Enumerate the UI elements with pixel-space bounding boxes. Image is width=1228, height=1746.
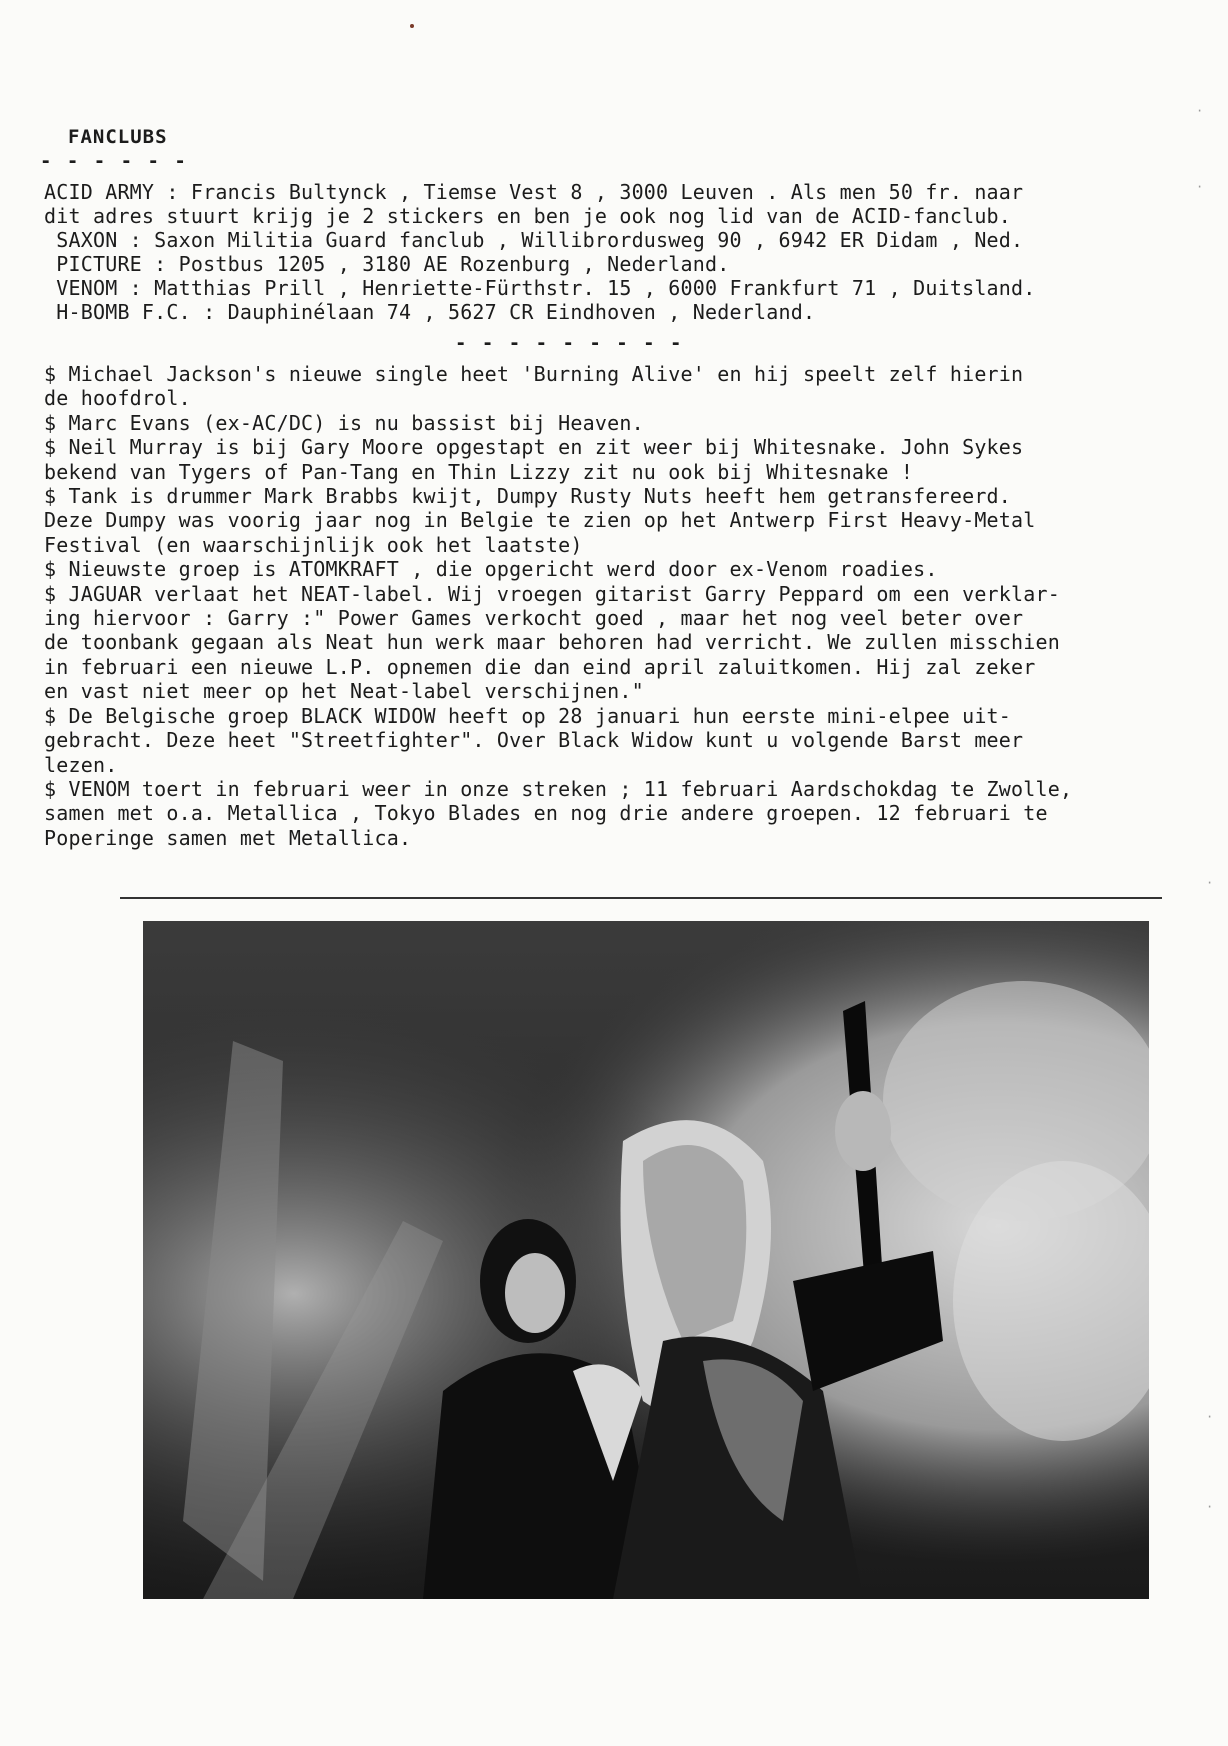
news-line: samen met o.a. Metallica , Tokyo Blades en nog drie andere groepen. 12 februari te — [44, 801, 1048, 826]
fanclub-line: VENOM : Matthias Prill , Henriette-Fürthstr. 15 , 6000 Frankfurt 71 , Duitsland. — [44, 276, 1036, 300]
speck: · — [1196, 180, 1204, 194]
horizontal-rule — [120, 897, 1162, 899]
fanclub-line: PICTURE : Postbus 1205 , 3180 AE Rozenburg , Nederland. — [44, 252, 730, 276]
news-line: lezen. — [44, 752, 118, 777]
news-line: $ Neil Murray is bij Gary Moore opgestapt en zit weer bij Whitesnake. John Sykes — [44, 435, 1024, 460]
news-line: en vast niet meer op het Neat-label verschijnen." — [44, 679, 644, 704]
speck: · — [1196, 104, 1204, 118]
news-line: Festival (en waarschijnlijk ook het laatste) — [44, 532, 583, 557]
news-line: Poperinge samen met Metallica. — [44, 825, 412, 850]
news-line: $ Marc Evans (ex-AC/DC) is nu bassist bij Heaven. — [44, 410, 644, 435]
news-line: $ De Belgische groep BLACK WIDOW heeft op 28 januari hun eerste mini-elpee uit- — [44, 703, 1012, 728]
news-line: bekend van Tygers of Pan-Tang en Thin Lizzy zit nu ook bij Whitesnake ! — [44, 459, 914, 484]
band-photo — [143, 921, 1149, 1599]
news-line: $ Tank is drummer Mark Brabbs kwijt, Dumpy Rusty Nuts heeft hem getransfereerd. — [44, 484, 1012, 509]
speck: · — [1206, 876, 1214, 890]
section-heading: FANCLUBS — [68, 126, 168, 148]
news-line: $ VENOM toert in februari weer in onze streken ; 11 februari Aardschokdag te Zwolle, — [44, 776, 1073, 801]
news-line: gebracht. Deze heet "Streetfighter". Over Black Widow kunt u volgende Barst meer — [44, 728, 1024, 753]
fanclub-list — [44, 180, 1194, 324]
fanclub-line: ACID ARMY : Francis Bultynck , Tiemse Vest 8 , 3000 Leuven . Als men 50 fr. naar — [44, 180, 1024, 204]
news-line: $ Michael Jackson's nieuwe single heet 'Burning Alive' en hij speelt zelf hierin — [44, 362, 1024, 386]
news-line: Deze Dumpy was voorig jaar nog in Belgie te zien op het Antwerp First Heavy-Metal — [44, 508, 1036, 533]
news-line: $ JAGUAR verlaat het NEAT-label. Wij vroegen gitarist Garry Peppard om een verklar- — [44, 581, 1061, 606]
speck: · — [1206, 1500, 1214, 1514]
news-line: ing hiervoor : Garry :" Power Games verkocht goed , maar het nog veel beter over — [44, 606, 1024, 631]
speck: · — [1206, 1410, 1214, 1424]
news-line: de toonbank gegaan als Neat hun werk maar behoren had verricht. We zullen misschien — [44, 630, 1061, 655]
news-line: $ Nieuwste groep is ATOMKRAFT , die opgericht werd door ex-Venom roadies. — [44, 557, 938, 582]
fanclub-line: H-BOMB F.C. : Dauphinélaan 74 , 5627 CR Eindhoven , Nederland. — [44, 300, 816, 324]
heading-underline: - - - - - - — [40, 150, 188, 172]
news-line: de hoofdrol. — [44, 386, 191, 411]
fanclub-line: dit adres stuurt krijg je 2 stickers en ben je ook nog lid van de ACID-fanclub. — [44, 204, 1012, 228]
fanclub-line: SAXON : Saxon Militia Guard fanclub , Willibrordusweg 90 , 6942 ER Didam , Ned. — [44, 228, 1024, 252]
band-photo-image — [143, 921, 1149, 1599]
news-items — [44, 362, 1204, 850]
ink-dot — [410, 24, 414, 28]
news-line: in februari een nieuwe L.P. opnemen die dan eind april zaluitkomen. Hij zal zeker — [44, 654, 1036, 679]
section-separator: - - - - - - - - - — [455, 332, 684, 354]
